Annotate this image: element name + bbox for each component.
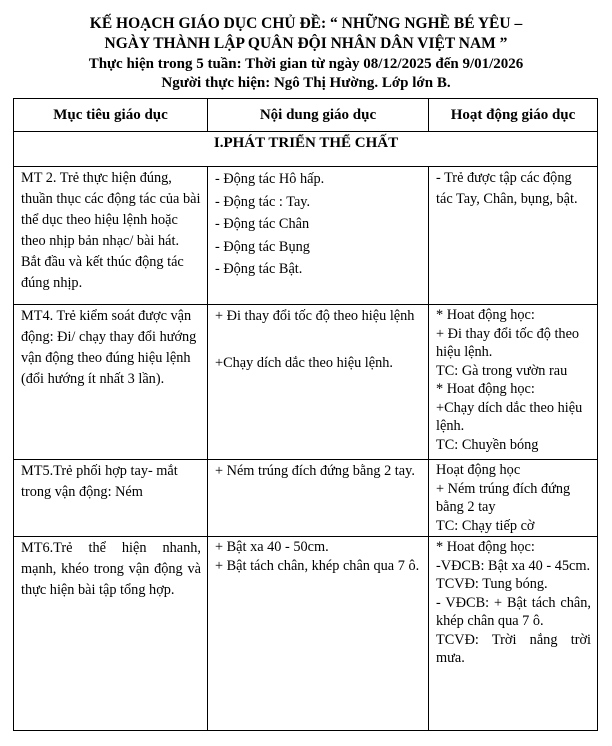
- education-plan-table: [13, 98, 598, 731]
- activity-cell: [429, 167, 598, 305]
- table-row: [14, 460, 598, 537]
- content-cell: [208, 460, 429, 537]
- activity-item: TC: Chuyền bóng: [436, 436, 539, 453]
- activity-item: Hoạt động học: [436, 462, 521, 478]
- header-content: Nội dung giáo dục: [208, 99, 429, 132]
- content-item: - Động tác Chân: [215, 216, 310, 232]
- activity-cell: [429, 537, 598, 731]
- duration-line: Thực hiện trong 5 tuần: Thời gian từ ngày 08/12/2025 đến 9/01/2026: [88, 56, 524, 72]
- content-item: + Đi thay đổi tốc độ theo hiệu lệnh: [215, 308, 415, 324]
- activity-cell: [429, 460, 598, 537]
- title-line-1: KẾ HOẠCH GIÁO DỤC CHỦ ĐỀ: “ NHỮNG NGHỀ BÉ YÊU –: [89, 15, 523, 32]
- activity-item: TCVĐ: Tung bóng.: [436, 576, 548, 592]
- content-item: +Chạy dích dắc theo hiệu lệnh.: [215, 355, 393, 371]
- table-row: [14, 167, 598, 305]
- activity-item: + Đi thay đổi tốc độ theo hiệu lệnh.: [436, 325, 580, 360]
- activity-item: * Hoat động học:: [436, 381, 535, 397]
- goal-cell: MT5.Trẻ phối hợp tay- mắt trong vận động: Ném: [14, 460, 208, 537]
- activity-item: - VĐCB: + Bật tách chân, khép chân qua 7 ô.: [436, 594, 591, 629]
- content-item: - Động tác Hô hấp.: [215, 171, 325, 187]
- goal-cell: MT6.Trẻ thể hiện nhanh, mạnh, khéo trong vận động và thực hiện bài tập tổng hợp.: [14, 537, 208, 731]
- goal-cell: MT 2. Trẻ thực hiện đúng, thuần thục các động tác của bài thể dục theo hiệu lệnh hoặc theo nhịp bản nhạc/ bài hát. Bắt đầu và kết thúc động tác đúng nhịp.: [14, 167, 208, 305]
- content-item: + Ném trúng đích đứng bằng 2 tay.: [215, 463, 415, 479]
- header-activity: Hoạt động giáo dục: [429, 99, 598, 132]
- content-cell: [208, 305, 429, 460]
- title-line-2: NGÀY THÀNH LẬP QUÂN ĐỘI NHÂN DÂN VIỆT NAM ”: [104, 35, 508, 52]
- content-item: + Bật tách chân, khép chân qua 7 ô.: [215, 558, 420, 574]
- content-cell: [208, 537, 429, 731]
- content-item: - Động tác Bật.: [215, 261, 303, 277]
- content-item: + Bật xa 40 - 50cm.: [215, 539, 329, 555]
- document-heading: [0, 14, 612, 93]
- author-line: Người thực hiện: Ngô Thị Hường. Lớp lớn B.: [161, 75, 451, 91]
- section-row: [14, 132, 598, 167]
- goal-cell: MT4. Trẻ kiểm soát được vận động: Đi/ chạy thay đổi hướng vận động theo đúng hiệu lệnh (đổi hướng ít nhất 3 lần).: [14, 305, 208, 460]
- table-row: [14, 305, 598, 460]
- activity-item: * Hoat động học:: [436, 307, 535, 323]
- activity-item: TC: Gà trong vườn rau: [436, 362, 568, 379]
- activity-item: * Hoat động học:: [436, 539, 535, 555]
- activity-item: TCVĐ: Trời nắng trời mưa.: [436, 631, 591, 666]
- table-header-row: [14, 99, 598, 132]
- activity-item: TC: Chạy tiếp cờ: [436, 517, 535, 534]
- activity-cell: [429, 305, 598, 460]
- section-title: I.PHÁT TRIỂN THỂ CHẤT: [14, 132, 598, 167]
- activity-item: + Ném trúng đích đứng bằng 2 tay: [436, 480, 571, 515]
- table-row: [14, 537, 598, 731]
- header-goal: Mục tiêu giáo dục: [14, 99, 208, 132]
- activity-item: +Chạy dích dắc theo hiệu lệnh.: [436, 399, 583, 434]
- content-cell: [208, 167, 429, 305]
- content-item: - Động tác : Tay.: [215, 193, 311, 210]
- activity-item: -VĐCB: Bật xa 40 - 45cm.: [436, 557, 591, 574]
- activity-item: - Trẻ được tập các động tác Tay, Chân, bụng, bật.: [436, 170, 578, 207]
- content-item: - Động tác Bụng: [215, 238, 310, 255]
